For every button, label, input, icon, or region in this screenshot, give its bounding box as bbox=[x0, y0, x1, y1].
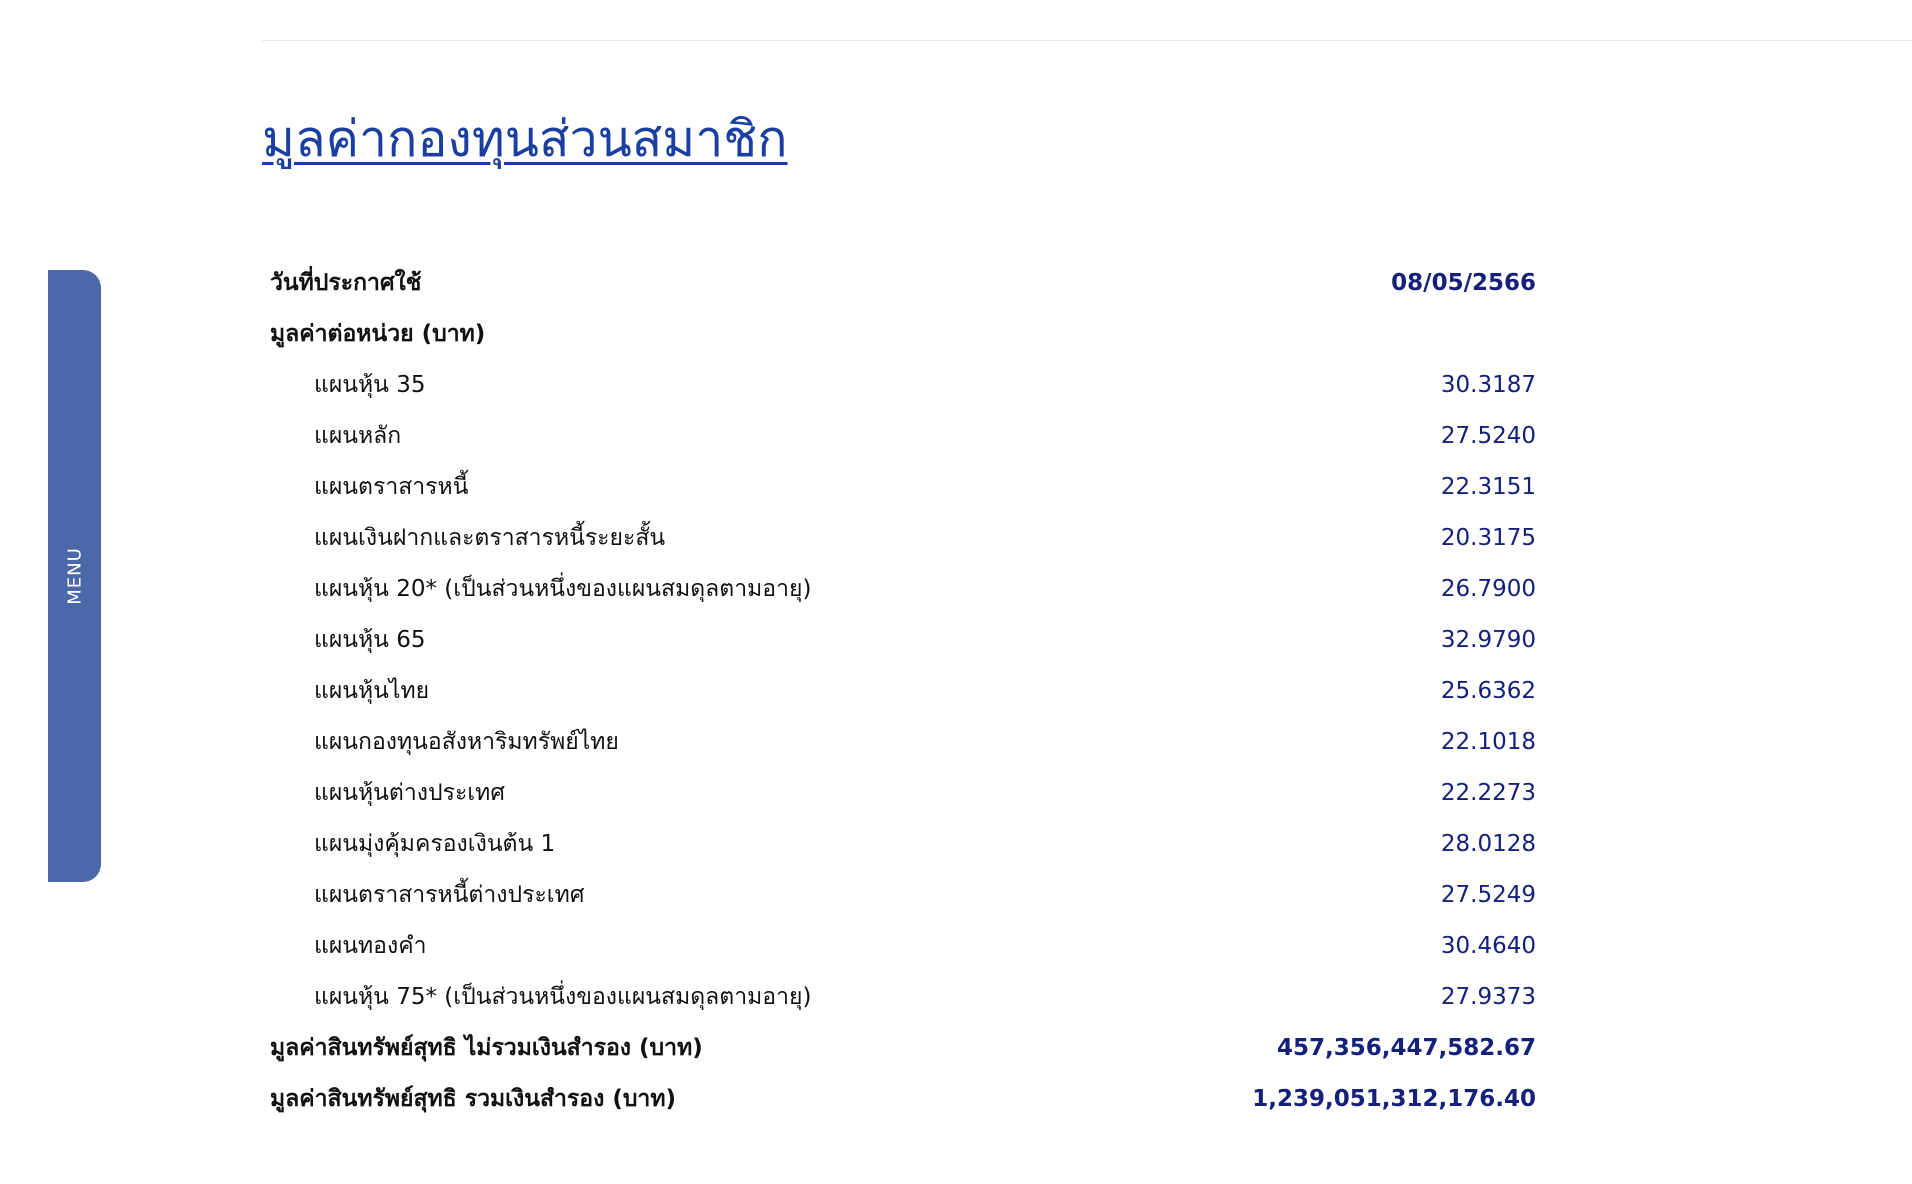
plan-unit-value: 20.3175 bbox=[1440, 525, 1536, 551]
plan-name: แผนมุ่งคุ้มครองเงินต้น 1 bbox=[314, 831, 556, 857]
plan-name: แผนหลัก bbox=[314, 423, 402, 449]
plan-row bbox=[262, 360, 1540, 411]
plan-unit-value: 27.5240 bbox=[1440, 423, 1536, 449]
plan-unit-value: 22.1018 bbox=[1440, 729, 1536, 755]
side-menu-button[interactable] bbox=[48, 270, 101, 882]
nav-incl-reserve-row bbox=[262, 1074, 1540, 1125]
nav-excl-reserve-label: มูลค่าสินทรัพย์สุทธิ ไม่รวมเงินสำรอง (บาท) bbox=[270, 1035, 703, 1061]
plan-name: แผนหุ้น 75* (เป็นส่วนหนึ่งของแผนสมดุลตามอายุ) bbox=[314, 984, 812, 1010]
plan-row bbox=[262, 717, 1540, 768]
side-menu-label: MENU bbox=[64, 547, 85, 605]
unit-value-header: มูลค่าต่อหน่วย (บาท) bbox=[270, 321, 486, 347]
plan-name: แผนเงินฝากและตราสารหนี้ระยะสั้น bbox=[314, 525, 666, 551]
plan-unit-value: 26.7900 bbox=[1440, 576, 1536, 602]
unit-value-header-row bbox=[262, 309, 1540, 360]
plan-name: แผนกองทุนอสังหาริมทรัพย์ไทย bbox=[314, 729, 619, 755]
plan-row bbox=[262, 921, 1540, 972]
plan-unit-value: 30.3187 bbox=[1440, 372, 1536, 398]
plan-name: แผนตราสารหนี้ต่างประเทศ bbox=[314, 882, 585, 908]
plan-row bbox=[262, 411, 1540, 462]
plan-unit-value: 30.4640 bbox=[1440, 933, 1536, 959]
nav-incl-reserve-label: มูลค่าสินทรัพย์สุทธิ รวมเงินสำรอง (บาท) bbox=[270, 1086, 677, 1112]
plan-name: แผนหุ้นไทย bbox=[314, 678, 430, 704]
nav-incl-reserve-value: 1,239,051,312,176.40 bbox=[1252, 1086, 1536, 1112]
announce-date-label: วันที่ประกาศใช้ bbox=[270, 270, 422, 296]
plan-row bbox=[262, 666, 1540, 717]
plan-unit-value: 27.9373 bbox=[1440, 984, 1536, 1010]
plan-row bbox=[262, 615, 1540, 666]
nav-excl-reserve-value: 457,356,447,582.67 bbox=[1277, 1035, 1536, 1061]
plan-unit-value: 25.6362 bbox=[1440, 678, 1536, 704]
plan-name: แผนหุ้น 20* (เป็นส่วนหนึ่งของแผนสมดุลตามอายุ) bbox=[314, 576, 812, 602]
plan-unit-value: 22.3151 bbox=[1440, 474, 1536, 500]
plan-row bbox=[262, 819, 1540, 870]
plan-unit-value: 27.5249 bbox=[1440, 882, 1536, 908]
plan-name: แผนทองคำ bbox=[314, 933, 427, 959]
nav-table bbox=[262, 258, 1540, 1125]
plan-row bbox=[262, 768, 1540, 819]
plan-unit-value: 32.9790 bbox=[1440, 627, 1536, 653]
plan-row bbox=[262, 870, 1540, 921]
plan-row bbox=[262, 564, 1540, 615]
top-divider bbox=[262, 40, 1912, 41]
plan-unit-value: 22.2273 bbox=[1440, 780, 1536, 806]
plan-row bbox=[262, 462, 1540, 513]
plan-list bbox=[262, 360, 1540, 1023]
nav-excl-reserve-row bbox=[262, 1023, 1540, 1074]
announce-date-value: 08/05/2566 bbox=[1391, 270, 1536, 296]
plan-row bbox=[262, 972, 1540, 1023]
plan-name: แผนตราสารหนี้ bbox=[314, 474, 469, 500]
plan-name: แผนหุ้น 35 bbox=[314, 372, 426, 398]
plan-unit-value: 28.0128 bbox=[1440, 831, 1536, 857]
plan-row bbox=[262, 513, 1540, 564]
page-title[interactable]: มูลค่ากองทุนส่วนสมาชิก bbox=[262, 110, 788, 168]
plan-name: แผนหุ้นต่างประเทศ bbox=[314, 780, 505, 806]
announce-date-row bbox=[262, 258, 1540, 309]
plan-name: แผนหุ้น 65 bbox=[314, 627, 426, 653]
